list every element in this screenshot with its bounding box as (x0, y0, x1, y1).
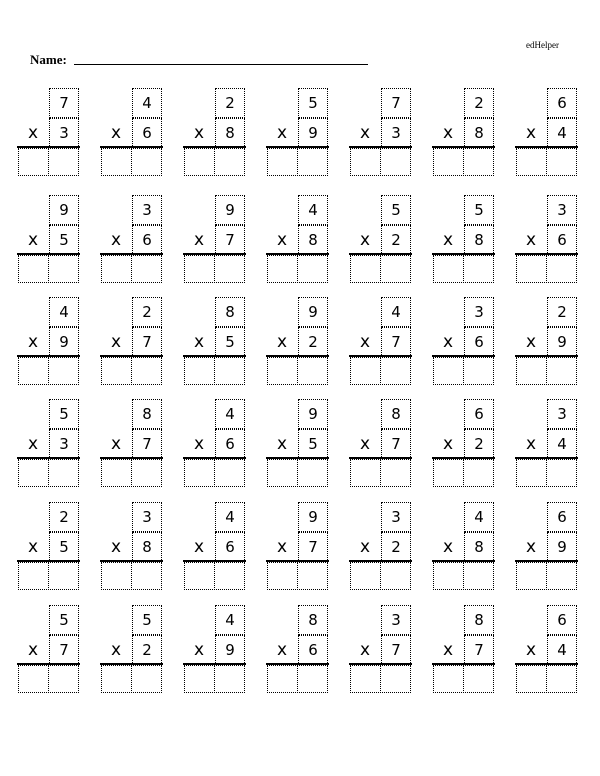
problem-r1-c2 (101, 88, 163, 178)
top-digit: 5 (49, 605, 79, 635)
bottom-digit: 9 (547, 327, 577, 357)
answer-ones-box[interactable] (131, 562, 162, 590)
answer-tens-box[interactable] (184, 255, 215, 283)
brand-label: edHelper (526, 40, 559, 50)
top-digit: 3 (547, 399, 577, 429)
answer-tens-box[interactable] (350, 459, 381, 487)
times-sign: x (276, 640, 288, 660)
bottom-digit: 8 (464, 225, 494, 255)
top-digit: 7 (381, 88, 411, 118)
answer-ones-box[interactable] (131, 255, 162, 283)
bottom-digit: 6 (464, 327, 494, 357)
problem-r2-c6 (433, 195, 495, 285)
times-sign: x (193, 230, 205, 250)
times-sign: x (193, 640, 205, 660)
problem-r3-c7 (516, 297, 578, 387)
problem-r2-c3 (184, 195, 246, 285)
answer-tens-box[interactable] (433, 459, 464, 487)
answer-ones-box[interactable] (546, 665, 577, 693)
answer-ones-box[interactable] (214, 148, 245, 176)
problem-r6-c2 (101, 605, 163, 695)
bottom-digit: 9 (215, 635, 245, 665)
problem-r3-c2 (101, 297, 163, 387)
top-digit: 4 (215, 399, 245, 429)
times-sign: x (359, 537, 371, 557)
times-sign: x (193, 537, 205, 557)
bottom-digit: 7 (215, 225, 245, 255)
bottom-digit: 7 (464, 635, 494, 665)
times-sign: x (110, 537, 122, 557)
top-digit: 6 (547, 605, 577, 635)
problem-r5-c4 (267, 502, 329, 592)
answer-tens-box[interactable] (516, 255, 547, 283)
problem-r4-c6 (433, 399, 495, 489)
problem-r6-c3 (184, 605, 246, 695)
problem-r3-c6 (433, 297, 495, 387)
top-digit: 3 (464, 297, 494, 327)
bottom-digit: 2 (381, 532, 411, 562)
bottom-digit: 8 (464, 118, 494, 148)
times-sign: x (359, 640, 371, 660)
top-digit: 2 (547, 297, 577, 327)
bottom-digit: 2 (298, 327, 328, 357)
bottom-digit: 5 (298, 429, 328, 459)
bottom-digit: 4 (547, 429, 577, 459)
answer-ones-box[interactable] (546, 357, 577, 385)
answer-ones-box[interactable] (380, 148, 411, 176)
problem-r3-c3 (184, 297, 246, 387)
answer-ones-box[interactable] (463, 459, 494, 487)
bottom-digit: 3 (49, 429, 79, 459)
answer-tens-box[interactable] (350, 148, 381, 176)
answer-ones-box[interactable] (380, 255, 411, 283)
times-sign: x (110, 640, 122, 660)
problem-r1-c1 (18, 88, 80, 178)
times-sign: x (110, 230, 122, 250)
answer-ones-box[interactable] (297, 255, 328, 283)
top-digit: 3 (381, 502, 411, 532)
problem-r5-c1 (18, 502, 80, 592)
problem-r1-c6 (433, 88, 495, 178)
problem-r3-c1 (18, 297, 80, 387)
times-sign: x (27, 230, 39, 250)
top-digit: 8 (132, 399, 162, 429)
answer-ones-box[interactable] (214, 459, 245, 487)
answer-tens-box[interactable] (101, 255, 132, 283)
problem-r2-c1 (18, 195, 80, 285)
times-sign: x (27, 434, 39, 454)
times-sign: x (27, 640, 39, 660)
times-sign: x (110, 332, 122, 352)
answer-tens-box[interactable] (101, 562, 132, 590)
answer-ones-box[interactable] (131, 665, 162, 693)
times-sign: x (525, 434, 537, 454)
bottom-digit: 5 (49, 225, 79, 255)
top-digit: 5 (132, 605, 162, 635)
top-digit: 7 (49, 88, 79, 118)
times-sign: x (276, 434, 288, 454)
answer-tens-box[interactable] (516, 665, 547, 693)
answer-tens-box[interactable] (18, 665, 49, 693)
top-digit: 8 (215, 297, 245, 327)
answer-tens-box[interactable] (350, 665, 381, 693)
answer-tens-box[interactable] (184, 665, 215, 693)
times-sign: x (442, 640, 454, 660)
top-digit: 5 (298, 88, 328, 118)
answer-ones-box[interactable] (380, 665, 411, 693)
top-digit: 4 (215, 502, 245, 532)
problem-r3-c5 (350, 297, 412, 387)
problem-r5-c3 (184, 502, 246, 592)
answer-ones-box[interactable] (131, 148, 162, 176)
bottom-digit: 5 (215, 327, 245, 357)
answer-ones-box[interactable] (48, 255, 79, 283)
top-digit: 8 (381, 399, 411, 429)
bottom-digit: 3 (381, 118, 411, 148)
times-sign: x (525, 537, 537, 557)
answer-ones-box[interactable] (463, 255, 494, 283)
answer-tens-box[interactable] (350, 357, 381, 385)
problem-r5-c5 (350, 502, 412, 592)
times-sign: x (442, 332, 454, 352)
answer-ones-box[interactable] (131, 459, 162, 487)
top-digit: 9 (215, 195, 245, 225)
answer-tens-box[interactable] (516, 357, 547, 385)
times-sign: x (359, 230, 371, 250)
name-line[interactable] (74, 64, 368, 65)
problem-r6-c1 (18, 605, 80, 695)
answer-tens-box[interactable] (184, 357, 215, 385)
answer-tens-box[interactable] (516, 459, 547, 487)
top-digit: 5 (49, 399, 79, 429)
answer-ones-box[interactable] (380, 562, 411, 590)
bottom-digit: 7 (49, 635, 79, 665)
bottom-digit: 6 (298, 635, 328, 665)
answer-ones-box[interactable] (463, 148, 494, 176)
answer-tens-box[interactable] (184, 148, 215, 176)
answer-ones-box[interactable] (48, 665, 79, 693)
answer-ones-box[interactable] (297, 357, 328, 385)
top-digit: 4 (215, 605, 245, 635)
top-digit: 9 (298, 399, 328, 429)
bottom-digit: 4 (547, 118, 577, 148)
answer-tens-box[interactable] (267, 562, 298, 590)
bottom-digit: 7 (298, 532, 328, 562)
problem-r4-c3 (184, 399, 246, 489)
top-digit: 3 (132, 195, 162, 225)
bottom-digit: 7 (132, 429, 162, 459)
answer-tens-box[interactable] (433, 148, 464, 176)
top-digit: 6 (547, 88, 577, 118)
answer-ones-box[interactable] (48, 148, 79, 176)
top-digit: 4 (381, 297, 411, 327)
times-sign: x (442, 434, 454, 454)
times-sign: x (193, 434, 205, 454)
times-sign: x (110, 434, 122, 454)
problem-r6-c7 (516, 605, 578, 695)
times-sign: x (442, 537, 454, 557)
top-digit: 6 (464, 399, 494, 429)
times-sign: x (193, 123, 205, 143)
bottom-digit: 6 (215, 532, 245, 562)
answer-tens-box[interactable] (433, 562, 464, 590)
problem-r1-c5 (350, 88, 412, 178)
answer-ones-box[interactable] (546, 459, 577, 487)
top-digit: 3 (547, 195, 577, 225)
bottom-digit: 2 (381, 225, 411, 255)
bottom-digit: 8 (132, 532, 162, 562)
top-digit: 3 (132, 502, 162, 532)
problem-r5-c2 (101, 502, 163, 592)
problem-r6-c6 (433, 605, 495, 695)
bottom-digit: 6 (132, 225, 162, 255)
bottom-digit: 6 (132, 118, 162, 148)
answer-tens-box[interactable] (350, 255, 381, 283)
answer-tens-box[interactable] (101, 665, 132, 693)
top-digit: 2 (132, 297, 162, 327)
top-digit: 6 (547, 502, 577, 532)
answer-ones-box[interactable] (546, 148, 577, 176)
times-sign: x (359, 123, 371, 143)
bottom-digit: 8 (298, 225, 328, 255)
answer-ones-box[interactable] (297, 562, 328, 590)
answer-ones-box[interactable] (48, 357, 79, 385)
answer-tens-box[interactable] (433, 255, 464, 283)
answer-tens-box[interactable] (18, 357, 49, 385)
bottom-digit: 4 (547, 635, 577, 665)
bottom-digit: 9 (49, 327, 79, 357)
answer-tens-box[interactable] (18, 459, 49, 487)
answer-tens-box[interactable] (516, 562, 547, 590)
problem-r2-c7 (516, 195, 578, 285)
times-sign: x (525, 230, 537, 250)
times-sign: x (276, 123, 288, 143)
times-sign: x (525, 640, 537, 660)
answer-ones-box[interactable] (131, 357, 162, 385)
top-digit: 5 (381, 195, 411, 225)
top-digit: 4 (132, 88, 162, 118)
bottom-digit: 7 (132, 327, 162, 357)
top-digit: 8 (464, 605, 494, 635)
answer-tens-box[interactable] (267, 255, 298, 283)
bottom-digit: 5 (49, 532, 79, 562)
problem-r1-c4 (267, 88, 329, 178)
bottom-digit: 6 (547, 225, 577, 255)
answer-tens-box[interactable] (433, 665, 464, 693)
times-sign: x (276, 230, 288, 250)
times-sign: x (276, 537, 288, 557)
bottom-digit: 7 (381, 635, 411, 665)
answer-tens-box[interactable] (433, 357, 464, 385)
top-digit: 3 (381, 605, 411, 635)
top-digit: 2 (464, 88, 494, 118)
answer-tens-box[interactable] (18, 148, 49, 176)
answer-tens-box[interactable] (101, 459, 132, 487)
problem-r4-c7 (516, 399, 578, 489)
problem-r2-c5 (350, 195, 412, 285)
bottom-digit: 7 (381, 429, 411, 459)
top-digit: 9 (49, 195, 79, 225)
top-digit: 9 (298, 502, 328, 532)
top-digit: 5 (464, 195, 494, 225)
answer-tens-box[interactable] (18, 562, 49, 590)
top-digit: 4 (464, 502, 494, 532)
times-sign: x (525, 123, 537, 143)
answer-ones-box[interactable] (380, 357, 411, 385)
answer-tens-box[interactable] (267, 148, 298, 176)
top-digit: 2 (49, 502, 79, 532)
times-sign: x (359, 434, 371, 454)
problem-r6-c4 (267, 605, 329, 695)
top-digit: 8 (298, 605, 328, 635)
times-sign: x (27, 332, 39, 352)
top-digit: 4 (298, 195, 328, 225)
answer-tens-box[interactable] (350, 562, 381, 590)
answer-tens-box[interactable] (101, 357, 132, 385)
bottom-digit: 7 (381, 327, 411, 357)
times-sign: x (276, 332, 288, 352)
answer-ones-box[interactable] (380, 459, 411, 487)
answer-ones-box[interactable] (214, 357, 245, 385)
answer-tens-box[interactable] (101, 148, 132, 176)
problem-r3-c4 (267, 297, 329, 387)
top-digit: 4 (49, 297, 79, 327)
answer-ones-box[interactable] (214, 562, 245, 590)
answer-ones-box[interactable] (297, 148, 328, 176)
answer-ones-box[interactable] (297, 459, 328, 487)
times-sign: x (193, 332, 205, 352)
problem-r4-c4 (267, 399, 329, 489)
bottom-digit: 9 (547, 532, 577, 562)
answer-ones-box[interactable] (48, 459, 79, 487)
bottom-digit: 2 (464, 429, 494, 459)
bottom-digit: 8 (215, 118, 245, 148)
problem-r1-c3 (184, 88, 246, 178)
answer-ones-box[interactable] (546, 562, 577, 590)
answer-ones-box[interactable] (546, 255, 577, 283)
problem-r5-c6 (433, 502, 495, 592)
problem-r2-c2 (101, 195, 163, 285)
top-digit: 2 (215, 88, 245, 118)
bottom-digit: 3 (49, 118, 79, 148)
answer-tens-box[interactable] (184, 459, 215, 487)
times-sign: x (525, 332, 537, 352)
answer-tens-box[interactable] (267, 357, 298, 385)
times-sign: x (442, 230, 454, 250)
times-sign: x (359, 332, 371, 352)
answer-tens-box[interactable] (267, 665, 298, 693)
answer-ones-box[interactable] (214, 255, 245, 283)
answer-ones-box[interactable] (214, 665, 245, 693)
name-label: Name: (30, 52, 67, 67)
answer-tens-box[interactable] (18, 255, 49, 283)
problem-r4-c1 (18, 399, 80, 489)
bottom-digit: 6 (215, 429, 245, 459)
bottom-digit: 9 (298, 118, 328, 148)
answer-tens-box[interactable] (184, 562, 215, 590)
answer-ones-box[interactable] (297, 665, 328, 693)
bottom-digit: 8 (464, 532, 494, 562)
times-sign: x (27, 537, 39, 557)
problem-r5-c7 (516, 502, 578, 592)
answer-ones-box[interactable] (48, 562, 79, 590)
times-sign: x (27, 123, 39, 143)
problem-r2-c4 (267, 195, 329, 285)
answer-ones-box[interactable] (463, 665, 494, 693)
problem-r1-c7 (516, 88, 578, 178)
problem-r4-c2 (101, 399, 163, 489)
times-sign: x (110, 123, 122, 143)
top-digit: 9 (298, 297, 328, 327)
problem-r6-c5 (350, 605, 412, 695)
answer-tens-box[interactable] (516, 148, 547, 176)
answer-tens-box[interactable] (267, 459, 298, 487)
problem-r4-c5 (350, 399, 412, 489)
bottom-digit: 2 (132, 635, 162, 665)
times-sign: x (442, 123, 454, 143)
answer-ones-box[interactable] (463, 562, 494, 590)
answer-ones-box[interactable] (463, 357, 494, 385)
